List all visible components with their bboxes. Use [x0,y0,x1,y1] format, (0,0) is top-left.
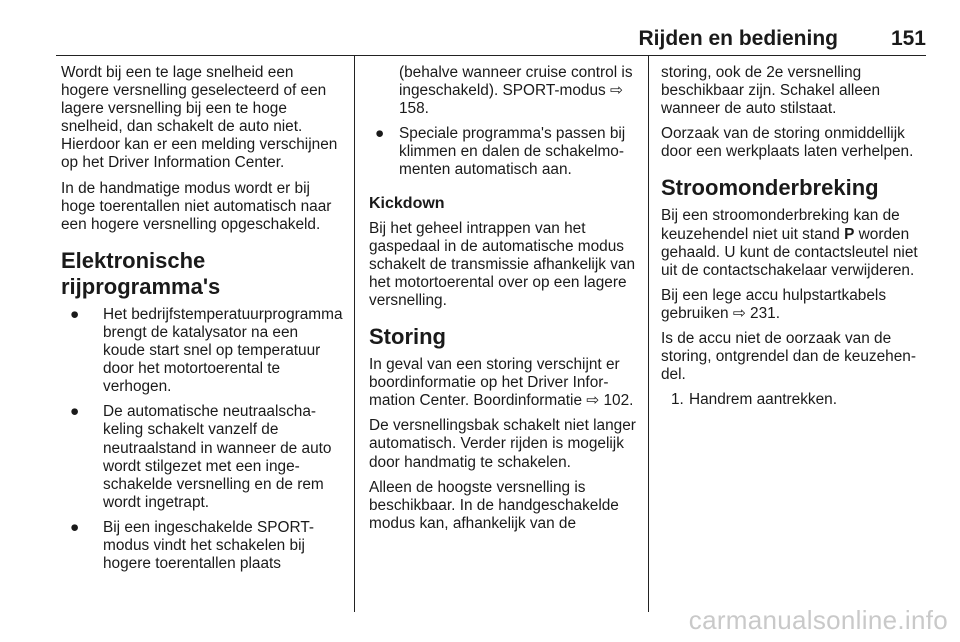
bullet-item [369,125,637,179]
paragraph: Is de accu niet de oorzaak van de storing, ontgrendel dan de keuzehendel. [661,330,916,384]
bullet-text: Het bedrijfstemperatuurprogramma brengt de katalysator na een koude start snel op temperatuur door het motortoerental te verhogen. [103,305,343,396]
paragraph: Wordt bij een te lage snelheid een hogere versnelling geselecteerd of een lagere versnelling bij een te hoge snelheid, dan schakelt de auto niet. Hierdoor kan er een melding verschijnen op het Driver Information Center. [61,64,338,172]
heading-storing: Storing [369,324,446,350]
paragraph: Bij een lege accu hulpstartkabels gebruiken ⇨ 231. [661,286,887,322]
section-title: Rijden en bediening [638,27,838,50]
step-number: 1. [671,391,684,409]
heading-kickdown: Kickdown [369,194,445,212]
bullet-item [61,519,343,573]
bullet-item [61,306,343,396]
column-3 [661,64,933,416]
paragraph: Oorzaak van de storing onmiddellijk door een werkplaats laten verhelpen. [661,125,914,161]
bullet-continuation [369,64,637,118]
paragraph: In geval van een storing verschijnt er boordinformatie op het Driver Information Center. Boordinformatie ⇨ 102. [369,356,634,410]
column-1 [61,64,343,580]
paragraph: In de handmatige modus wordt er bij hoge toerentallen niet automatisch naar een hogere versnelling opgeschakeld. [61,179,332,233]
page-header [56,27,926,53]
watermark: carmanualsonline.info [688,605,948,635]
gear-position-p: P [844,225,855,243]
paragraph [661,207,933,279]
paragraph: Bij het geheel intrappen van het gaspedaal in de automatische modus schakelt de transmissie afhankelijk van het motortoerental over op een lagere versnelling. [369,219,636,309]
bullet-icon: ● [70,403,80,421]
bullet-item [61,403,343,512]
text-run: Bij een stroomonderbreking kan de keuzehendel niet uit stand [661,207,900,243]
bullet-icon: ● [375,125,385,143]
bullet-text: Bij een ingeschakelde SPORT-modus vindt het schakelen bij hogere toerentallen plaats [103,518,315,573]
bullet-text: De automatische neutraalschakeling schakelt vanzelf de neutraalstand in wanneer de auto wordt stilgezet met een ingeschakelde versnelling en de rem wordt ingetrapt. [103,403,332,511]
paragraph: Alleen de hoogste versnelling is beschikbaar. In de handgeschakelde modus kan, afhankelijk van de [369,478,619,532]
column-divider-1 [354,56,355,612]
bullet-icon: ● [70,518,80,536]
paragraph: De versnellingsbak schakelt niet langer automatisch. Verder rijden is mogelijk door handmatig te schakelen. [369,417,636,471]
bullet-text: Speciale programma's passen bij klimmen en dalen de schakelmomenten automatisch aan. [399,125,626,179]
text-run: worden gehaald. U kunt de contactsleutel niet uit de contactschakelaar verwijderen. [661,225,918,279]
page-number: 151 [890,27,926,50]
paragraph: storing, ook de 2e versnelling beschikbaar zijn. Schakel alleen wanneer de auto stilstaat. [661,64,881,118]
heading-elektronische-rijprogrammas: Elektronische rijprogramma's [61,247,221,299]
column-divider-2 [648,56,649,612]
step-item [661,391,933,409]
step-text: Handrem aantrekken. [689,391,837,409]
column-2 [369,64,637,540]
bullet-icon: ● [70,305,80,323]
bullet-text: (behalve wanneer cruise control is ingeschakeld). SPORT-modus ⇨ 158. [399,64,633,118]
header-rule [56,55,926,56]
heading-stroomonderbreking: Stroomonderbreking [661,175,879,201]
